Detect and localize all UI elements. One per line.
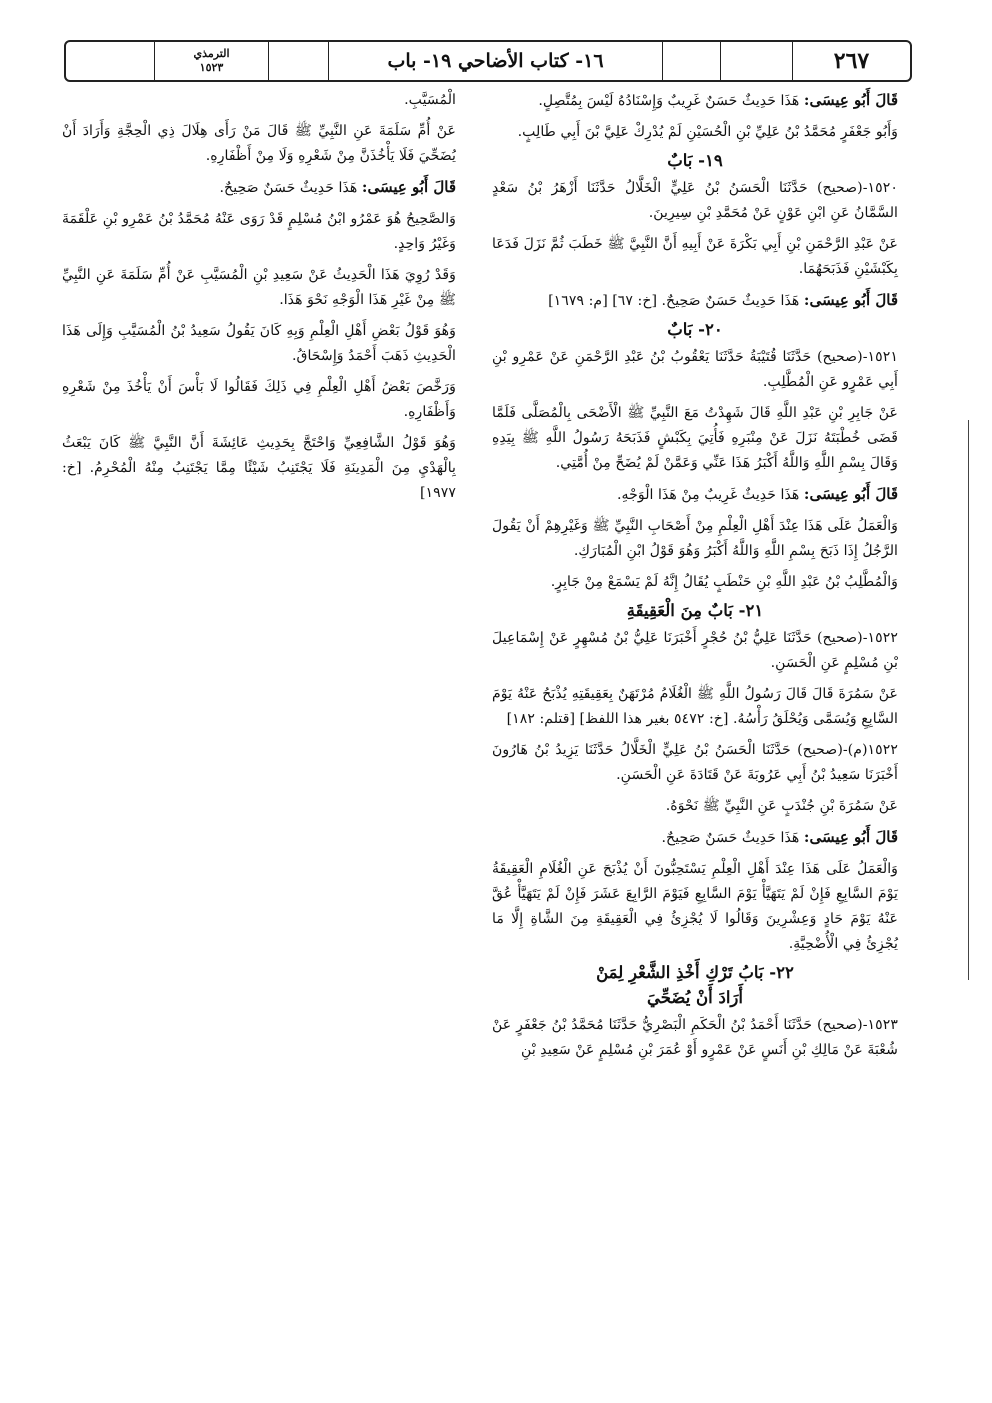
narrator-label: قَالَ أَبُو عِيسَى: [803, 828, 898, 846]
narrator-text: هَذَا حَدِيثٌ حَسَنٌ صَحِيحٌ. [219, 180, 362, 196]
section-heading: أَرَادَ أَنْ يُضَحِّيَ [647, 988, 743, 1007]
section-heading: ٢١- بَابٌ مِنَ الْعَقِيقَةِ [626, 601, 764, 620]
chapter-title: ١٦- كتاب الأضاحي ١٩- باب [328, 42, 662, 80]
hadith-paragraph: ١٥٢١-(صحيح) حَدَّثَنَا قُتَيْبَةُ حَدَّثَنَا يَعْقُوبُ بْنُ عَبْدِ الرَّحْمَنِ عَنْ عَمْرِو بْنِ أَبِي عَمْرٍو عَنِ الْمُطَّلِبِ. [492, 349, 898, 390]
hadith-paragraph: ١٥٢٢(م)-(صحيح) حَدَّثَنَا الْحَسَنُ بْنُ عَلِيٍّ الْخَلَّالُ حَدَّثَنَا يَزِيدُ بْنُ هَارُونَ أَخْبَرَنَا سَعِيدُ بْنُ أَبِي عَرُوبَةَ عَنْ قَتَادَةَ عَنِ الْحَسَنِ. [492, 742, 898, 783]
narrator-text: هَذَا حَدِيثٌ غَرِيبٌ مِنْ هَذَا الْوَجْهِ. [617, 487, 804, 503]
hadith-paragraph: عَنْ أُمِّ سَلَمَةَ عَنِ النَّبِيِّ ﷺ قَالَ مَنْ رَأَى هِلَالَ ذِي الْحِجَّةِ وَأَرَادَ أَنْ يُضَحِّيَ فَلَا يَأْخُذَنَّ مِنْ شَعْرِهِ وَلَا مِنْ أَظْفَارِهِ. [62, 123, 456, 164]
hadith-paragraph: عَنْ عَبْدِ الرَّحْمَنِ بْنِ أَبِي بَكْرَةَ عَنْ أَبِيهِ أَنَّ النَّبِيَّ ﷺ خَطَبَ ثُمَّ نَزَلَ فَدَعَا بِكَبْشَيْنِ فَذَبَحَهُمَا. [492, 236, 898, 277]
narrator-text: هَذَا حَدِيثٌ حَسَنٌ صَحِيحٌ. [661, 830, 804, 846]
hadith-paragraph: وَالْمُطَّلِبُ بْنُ عَبْدِ اللَّهِ بْنِ حَنْطَبٍ يُقَالُ إِنَّهُ لَمْ يَسْمَعْ مِنْ جَابِرٍ. [550, 574, 898, 590]
book-label [154, 42, 268, 80]
narrator-remark [492, 825, 898, 851]
narrator-remark [492, 88, 898, 114]
hadith-paragraph: وَهُوَ قَوْلُ الشَّافِعِيِّ وَاحْتَجَّ بِحَدِيثِ عَائِشَةَ أَنَّ النَّبِيَّ ﷺ كَانَ يَبْعَثُ بِالْهَدْيِ مِنَ الْمَدِينَةِ فَلَا يَجْتَنِبُ شَيْئًا مِمَّا يَجْتَنِبُ مِنْهُ الْمُحْرِمُ. [خ: ١٩٧٧] [62, 435, 456, 501]
hadith-paragraph: ١٥٢٢-(صحيح) حَدَّثَنَا عَلِيُّ بْنُ حُجْرٍ أَخْبَرَنَا عَلِيُّ بْنُ مُسْهِرٍ عَنْ إِسْمَاعِيلَ بْنِ مُسْلِمٍ عَنِ الْحَسَنِ. [492, 630, 898, 671]
narrator-text: هَذَا حَدِيثٌ حَسَنٌ صَحِيحٌ. [خ: ٦٧] [م: ١٦٧٩] [548, 293, 804, 309]
book-range: ١٥٢٣ [199, 61, 224, 74]
narrator-label: قَالَ أَبُو عِيسَى: [803, 91, 898, 109]
header-spacer-3 [268, 42, 328, 80]
hadith-paragraph: ١٥٢٠-(صحيح) حَدَّثَنَا الْحَسَنُ بْنُ عَلِيٍّ الْخَلَّالُ حَدَّثَنَا أَزْهَرُ بْنُ سَعْدٍ السَّمَّانُ عَنِ ابْنِ عَوْنٍ عَنْ مُحَمَّدِ بْنِ سِيرِينَ. [492, 180, 898, 221]
right-column [492, 88, 898, 1069]
narrator-label: قَالَ أَبُو عِيسَى: [361, 178, 456, 196]
hadith-paragraph: عَنْ سَمُرَةَ بْنِ جُنْدَبٍ عَنِ النَّبِيِّ ﷺ نَحْوَهُ. [665, 798, 898, 814]
narrator-label: قَالَ أَبُو عِيسَى: [803, 291, 898, 309]
margin-rule [968, 420, 969, 980]
book-name: الترمذي [193, 47, 230, 60]
page-number: ٢٦٧ [792, 42, 910, 80]
hadith-paragraph: وَالْعَمَلُ عَلَى هَذَا عِنْدَ أَهْلِ الْعِلْمِ يَسْتَحِبُّونَ أَنْ يُذْبَحَ عَنِ الْغُلَامِ الْعَقِيقَةُ يَوْمَ السَّابِعِ فَإِنْ لَمْ يَتَهَيَّأْ يَوْمَ السَّابِعِ فَيَوْمَ الرَّابِعَ عَشَرَ فَإِنْ لَمْ يَتَهَيَّأْ عُقَّ عَنْهُ يَوْمَ حَادٍ وَعِشْرِينَ وَقَالُوا لَا يُجْزِئُ فِي الْعَقِيقَةِ مِنَ الشَّاةِ إِلَّا مَا يُجْزِئُ فِي الْأُضْحِيَّةِ. [492, 861, 898, 952]
hadith-paragraph: وَرَخَّصَ بَعْضُ أَهْلِ الْعِلْمِ فِي ذَلِكَ فَقَالُوا لَا بَأْسَ أَنْ يَأْخُذَ مِنْ شَعْرِهِ وَأَظْفَارِهِ. [62, 379, 456, 420]
section-heading: ٢٢- بَابُ تَرْكِ أَخْذِ الشَّعْرِ لِمَنْ [596, 963, 794, 982]
hadith-paragraph: وَالْعَمَلُ عَلَى هَذَا عِنْدَ أَهْلِ الْعِلْمِ مِنْ أَصْحَابِ النَّبِيِّ ﷺ وَغَيْرِهِمْ أَنْ يَقُولَ الرَّجُلُ إِذَا ذَبَحَ بِسْمِ اللَّهِ وَاللَّهُ أَكْبَرُ وَهُوَ قَوْلُ ابْنِ الْمُبَارَكِ. [492, 518, 898, 559]
section-heading: ٢٠- بَابٌ [667, 320, 723, 339]
page-header [64, 40, 912, 82]
header-spacer-4 [66, 42, 154, 80]
hadith-paragraph: وَهُوَ قَوْلُ بَعْضِ أَهْلِ الْعِلْمِ وَبِهِ كَانَ يَقُولُ سَعِيدُ بْنُ الْمُسَيَّبِ وَإِلَى هَذَا الْحَدِيثِ ذَهَبَ أَحْمَدُ وَإِسْحَاقُ. [62, 323, 456, 364]
hadith-paragraph: عَنْ جَابِرِ بْنِ عَبْدِ اللَّهِ قَالَ شَهِدْتُ مَعَ النَّبِيِّ ﷺ الْأَضْحَى بِالْمُصَلَّى فَلَمَّا قَضَى خُطْبَتَهُ نَزَلَ عَنْ مِنْبَرِهِ فَأُتِيَ بِكَبْشٍ فَذَبَحَهُ رَسُولُ اللَّهِ ﷺ بِيَدِهِ وَقَالَ بِسْمِ اللَّهِ وَاللَّهُ أَكْبَرُ هَذَا عَنِّي وَعَمَّنْ لَمْ يُضَحِّ مِنْ أُمَّتِي. [492, 405, 898, 471]
hadith-paragraph: وَالصَّحِيحُ هُوَ عَمْرُو ابْنُ مُسْلِمٍ قَدْ رَوَى عَنْهُ مُحَمَّدُ بْنُ عَمْرِو بْنِ عَلْقَمَةَ وَغَيْرُ وَاحِدٍ. [62, 211, 456, 252]
hadith-paragraph: عَنْ سَمُرَةَ قَالَ قَالَ رَسُولُ اللَّهِ ﷺ الْغُلَامُ مُرْتَهَنٌ بِعَقِيقَتِهِ يُذْبَحُ عَنْهُ يَوْمَ السَّابِعِ وَيُسَمَّى وَيُحْلَقُ رَأْسُهُ. [خ: ٥٤٧٢ بغير هذا اللفظ] [قتلم: ١٨٢] [492, 686, 898, 727]
narrator-text: هَذَا حَدِيثٌ حَسَنٌ غَرِيبٌ وَإِسْنَادُهُ لَيْسَ بِمُتَّصِلٍ. [538, 93, 804, 109]
section-heading: ١٩- بَابٌ [667, 151, 723, 170]
header-spacer-1 [720, 42, 792, 80]
hadith-paragraph: الْمُسَيَّبِ. [404, 92, 456, 108]
narrator-remark [492, 482, 898, 508]
header-spacer-2 [662, 42, 720, 80]
narrator-remark [492, 288, 898, 314]
hadith-paragraph: وَأَبُو جَعْفَرٍ مُحَمَّدُ بْنُ عَلِيِّ بْنِ الْحُسَيْنِ لَمْ يُدْرِكْ عَلِيَّ بْنَ أَبِي طَالِبٍ. [517, 124, 898, 140]
narrator-remark [62, 175, 456, 201]
hadith-paragraph: ١٥٢٣-(صحيح) حَدَّثَنَا أَحْمَدُ بْنُ الْحَكَمِ الْبَصْرِيُّ حَدَّثَنَا مُحَمَّدُ بْنُ جَعْفَرٍ عَنْ شُعْبَةَ عَنْ مَالِكِ بْنِ أَنَسٍ عَنْ عَمْرٍو أَوْ عُمَرَ بْنِ مُسْلِمٍ عَنْ سَعِيدِ بْنِ [492, 1017, 898, 1058]
left-column [62, 88, 456, 512]
narrator-label: قَالَ أَبُو عِيسَى: [803, 485, 898, 503]
hadith-paragraph: وَقَدْ رُوِيَ هَذَا الْحَدِيثُ عَنْ سَعِيدِ بْنِ الْمُسَيَّبِ عَنْ أُمِّ سَلَمَةَ عَنِ النَّبِيِّ ﷺ مِنْ غَيْرِ هَذَا الْوَجْهِ نَحْوَ هَذَا. [62, 267, 456, 308]
